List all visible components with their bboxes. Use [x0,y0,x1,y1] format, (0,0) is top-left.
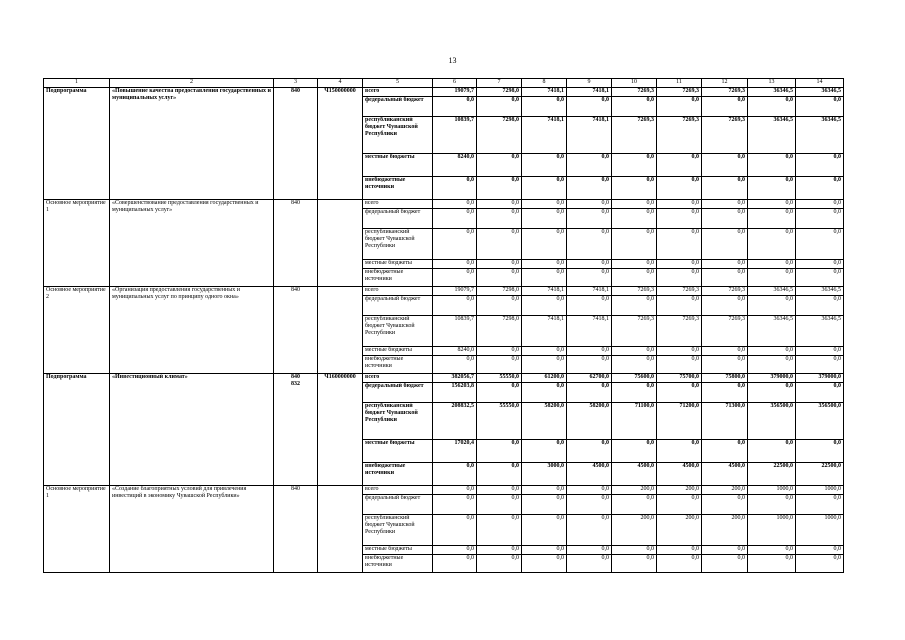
value-cell: 0,0 [657,555,702,573]
value-cell: 0,0 [657,269,702,287]
funding-source-cell: внебюджетные источники [363,463,433,486]
value-cell: 7418,1 [522,316,567,347]
value-cell: 0,0 [657,154,702,177]
value-cell: 4500,0 [567,463,612,486]
funding-source-cell: республиканский бюджет Чувашской Республики [363,403,433,440]
classification-code-cell [318,287,363,374]
value-cell: 0,0 [612,440,657,463]
funding-source-cell: местные бюджеты [363,546,433,555]
value-cell: 0,0 [796,260,844,269]
value-cell: 0,0 [567,356,612,374]
value-cell: 0,0 [748,495,796,515]
value-cell: 0,0 [522,200,567,209]
value-cell: 7298,0 [477,287,522,296]
value-cell: 0,0 [567,555,612,573]
value-cell: 0,0 [796,440,844,463]
value-cell: 36346,5 [748,316,796,347]
funding-source-cell: федеральный бюджет [363,209,433,229]
value-cell: 75800,0 [702,374,748,383]
table-row [44,88,844,97]
value-cell: 356500,0 [796,403,844,440]
funding-source-cell: всего [363,200,433,209]
funding-source-cell: всего [363,88,433,97]
value-cell: 379000,0 [796,374,844,383]
value-cell: 0,0 [522,154,567,177]
funding-source-cell: всего [363,486,433,495]
table-row [44,486,844,495]
value-cell: 0,0 [433,209,477,229]
funding-source-cell: всего [363,374,433,383]
value-cell: 0,0 [748,177,796,200]
value-cell: 0,0 [433,463,477,486]
value-cell: 7418,1 [522,287,567,296]
value-cell: 0,0 [612,546,657,555]
value-cell: 61200,0 [522,374,567,383]
section-title-cell: «Организация предоставления государственных и муниципальных услуг по принципу одного окна» [110,287,274,374]
value-cell: 7298,0 [477,117,522,154]
value-cell: 0,0 [702,356,748,374]
value-cell: 0,0 [567,177,612,200]
value-cell: 0,0 [702,229,748,260]
funding-source-cell: республиканский бюджет Чувашской Республики [363,515,433,546]
value-cell: 0,0 [433,269,477,287]
table-row [44,374,844,383]
value-cell: 75700,0 [657,374,702,383]
table-row [44,200,844,209]
value-cell: 0,0 [748,260,796,269]
value-cell: 71100,0 [612,403,657,440]
value-cell: 0,0 [612,229,657,260]
value-cell: 0,0 [702,200,748,209]
section-label-cell: Основное мероприятие 1 [44,486,110,573]
value-cell: 0,0 [612,209,657,229]
value-cell: 7269,3 [702,316,748,347]
section-title-cell: «Повышение качества предоставления государственных и муниципальных услуг» [110,88,274,200]
value-cell: 22500,0 [796,463,844,486]
value-cell: 0,0 [748,296,796,316]
code-cell: 840 [274,287,318,374]
value-cell: 0,0 [657,177,702,200]
column-number-cell: 6 [433,79,477,88]
funding-source-cell: федеральный бюджет [363,296,433,316]
column-number-row [44,79,844,88]
value-cell: 0,0 [702,260,748,269]
value-cell: 0,0 [702,154,748,177]
column-number-cell: 14 [796,79,844,88]
value-cell: 0,0 [748,229,796,260]
value-cell: 0,0 [477,260,522,269]
value-cell: 0,0 [567,97,612,117]
table-body [44,79,844,573]
funding-source-cell: республиканский бюджет Чувашской Республики [363,229,433,260]
value-cell: 156203,8 [433,383,477,403]
column-number-cell: 13 [748,79,796,88]
value-cell: 0,0 [433,177,477,200]
value-cell: 0,0 [796,546,844,555]
value-cell: 0,0 [612,260,657,269]
classification-code-cell: Ч160000000 [318,374,363,486]
value-cell: 0,0 [702,555,748,573]
value-cell: 200,0 [702,486,748,495]
value-cell: 0,0 [796,356,844,374]
value-cell: 71200,0 [657,403,702,440]
value-cell: 0,0 [522,177,567,200]
value-cell: 7418,1 [522,88,567,97]
column-number-cell: 7 [477,79,522,88]
column-number-cell: 5 [363,79,433,88]
value-cell: 8240,0 [433,154,477,177]
value-cell: 0,0 [477,383,522,403]
value-cell: 0,0 [657,383,702,403]
value-cell: 0,0 [657,229,702,260]
value-cell: 0,0 [612,347,657,356]
value-cell: 0,0 [796,347,844,356]
value-cell: 0,0 [748,154,796,177]
value-cell: 62700,0 [567,374,612,383]
funding-source-cell: местные бюджеты [363,260,433,269]
section-title-cell: «Инвестиционный климат» [110,374,274,486]
column-number-cell: 4 [318,79,363,88]
column-number-cell: 2 [110,79,274,88]
value-cell: 10839,7 [433,316,477,347]
value-cell: 1000,0 [796,515,844,546]
value-cell: 0,0 [657,495,702,515]
value-cell: 208832,5 [433,403,477,440]
value-cell: 3000,0 [522,463,567,486]
value-cell: 0,0 [567,269,612,287]
value-cell: 0,0 [702,383,748,403]
value-cell: 0,0 [567,209,612,229]
value-cell: 0,0 [657,209,702,229]
column-number-cell: 11 [657,79,702,88]
value-cell: 55550,0 [477,374,522,383]
value-cell: 0,0 [748,347,796,356]
value-cell: 7269,3 [612,316,657,347]
value-cell: 0,0 [522,347,567,356]
value-cell: 7269,3 [612,117,657,154]
value-cell: 0,0 [477,546,522,555]
value-cell: 0,0 [748,97,796,117]
section-label-cell: Подпрограмма [44,88,110,200]
value-cell: 0,0 [657,296,702,316]
value-cell: 0,0 [796,97,844,117]
funding-source-cell: внебюджетные источники [363,269,433,287]
value-cell: 0,0 [567,546,612,555]
value-cell: 200,0 [657,515,702,546]
value-cell: 7418,1 [567,117,612,154]
value-cell: 58200,0 [567,403,612,440]
value-cell: 0,0 [612,296,657,316]
value-cell: 0,0 [522,260,567,269]
value-cell: 0,0 [748,555,796,573]
value-cell: 0,0 [748,383,796,403]
value-cell: 0,0 [477,97,522,117]
value-cell: 4500,0 [612,463,657,486]
value-cell: 0,0 [748,546,796,555]
value-cell: 0,0 [522,515,567,546]
value-cell: 17020,4 [433,440,477,463]
value-cell: 0,0 [477,347,522,356]
value-cell: 19079,7 [433,88,477,97]
value-cell: 7298,0 [477,88,522,97]
value-cell: 7269,3 [657,117,702,154]
value-cell: 0,0 [702,269,748,287]
value-cell: 0,0 [477,200,522,209]
value-cell: 0,0 [433,97,477,117]
value-cell: 0,0 [657,356,702,374]
value-cell: 0,0 [612,97,657,117]
value-cell: 0,0 [796,209,844,229]
value-cell: 36346,5 [796,117,844,154]
funding-source-cell: федеральный бюджет [363,495,433,515]
value-cell: 4500,0 [657,463,702,486]
value-cell: 7418,1 [567,88,612,97]
value-cell: 0,0 [567,515,612,546]
column-number-cell: 9 [567,79,612,88]
value-cell: 0,0 [522,209,567,229]
value-cell: 0,0 [522,495,567,515]
value-cell: 0,0 [522,486,567,495]
funding-source-cell: республиканский бюджет Чувашской Республики [363,117,433,154]
section-label-cell: Основное мероприятие 2 [44,287,110,374]
value-cell: 19079,7 [433,287,477,296]
funding-source-cell: федеральный бюджет [363,383,433,403]
value-cell: 0,0 [433,296,477,316]
value-cell: 0,0 [796,495,844,515]
value-cell: 0,0 [567,296,612,316]
value-cell: 0,0 [612,356,657,374]
value-cell: 0,0 [433,229,477,260]
classification-code-cell [318,486,363,573]
budget-table [43,78,844,573]
value-cell: 200,0 [612,486,657,495]
value-cell: 0,0 [477,154,522,177]
value-cell: 36346,5 [796,287,844,296]
value-cell: 75600,0 [612,374,657,383]
value-cell: 0,0 [657,546,702,555]
value-cell: 0,0 [433,555,477,573]
value-cell: 1000,0 [796,486,844,495]
value-cell: 1000,0 [748,515,796,546]
code-cell: 840 [274,200,318,287]
value-cell: 7418,1 [522,117,567,154]
value-cell: 0,0 [612,200,657,209]
value-cell: 4500,0 [702,463,748,486]
value-cell: 0,0 [477,463,522,486]
value-cell: 0,0 [796,177,844,200]
value-cell: 0,0 [433,200,477,209]
value-cell: 0,0 [567,440,612,463]
value-cell: 7298,0 [477,316,522,347]
funding-source-cell: всего [363,287,433,296]
value-cell: 0,0 [796,269,844,287]
value-cell: 0,0 [477,440,522,463]
funding-source-cell: внебюджетные источники [363,555,433,573]
classification-code-cell [318,200,363,287]
value-cell: 36346,5 [748,117,796,154]
value-cell: 0,0 [657,440,702,463]
value-cell: 0,0 [522,296,567,316]
value-cell: 0,0 [477,296,522,316]
value-cell: 0,0 [567,154,612,177]
value-cell: 55550,0 [477,403,522,440]
value-cell: 0,0 [796,229,844,260]
value-cell: 0,0 [477,495,522,515]
value-cell: 0,0 [796,555,844,573]
value-cell: 0,0 [796,383,844,403]
value-cell: 0,0 [433,486,477,495]
value-cell: 0,0 [567,229,612,260]
value-cell: 0,0 [477,486,522,495]
table-row [44,287,844,296]
value-cell: 0,0 [748,209,796,229]
value-cell: 0,0 [702,495,748,515]
value-cell: 7269,3 [657,316,702,347]
value-cell: 71300,0 [702,403,748,440]
value-cell: 0,0 [657,347,702,356]
column-number-cell: 3 [274,79,318,88]
value-cell: 0,0 [702,347,748,356]
code-cell: 840 [274,88,318,200]
funding-source-cell: местные бюджеты [363,347,433,356]
value-cell: 200,0 [702,515,748,546]
value-cell: 0,0 [748,356,796,374]
funding-source-cell: республиканский бюджет Чувашской Республики [363,316,433,347]
funding-source-cell: федеральный бюджет [363,97,433,117]
funding-source-cell: внебюджетные источники [363,356,433,374]
value-cell: 0,0 [612,269,657,287]
value-cell: 0,0 [748,269,796,287]
value-cell: 22500,0 [748,463,796,486]
value-cell: 0,0 [477,356,522,374]
section-label-cell: Подпрограмма [44,374,110,486]
value-cell: 0,0 [612,555,657,573]
value-cell: 382056,7 [433,374,477,383]
value-cell: 7269,3 [702,117,748,154]
value-cell: 0,0 [612,154,657,177]
value-cell: 0,0 [567,347,612,356]
value-cell: 1000,0 [748,486,796,495]
value-cell: 0,0 [522,440,567,463]
column-number-cell: 12 [702,79,748,88]
section-title-cell: «Совершенствование предоставления государственных и муниципальных услуг» [110,200,274,287]
value-cell: 10839,7 [433,117,477,154]
value-cell: 379000,0 [748,374,796,383]
value-cell: 200,0 [657,486,702,495]
value-cell: 0,0 [702,209,748,229]
value-cell: 0,0 [702,440,748,463]
value-cell: 0,0 [567,383,612,403]
value-cell: 0,0 [477,229,522,260]
value-cell: 0,0 [522,97,567,117]
value-cell: 0,0 [522,546,567,555]
value-cell: 36346,5 [796,88,844,97]
classification-code-cell: Ч150000000 [318,88,363,200]
value-cell: 36346,5 [796,316,844,347]
value-cell: 58200,0 [522,403,567,440]
funding-source-cell: местные бюджеты [363,440,433,463]
value-cell: 0,0 [748,440,796,463]
value-cell: 0,0 [567,260,612,269]
value-cell: 8240,0 [433,347,477,356]
value-cell: 0,0 [657,200,702,209]
value-cell: 0,0 [796,296,844,316]
value-cell: 0,0 [567,486,612,495]
value-cell: 0,0 [657,97,702,117]
value-cell: 0,0 [433,495,477,515]
value-cell: 0,0 [702,177,748,200]
value-cell: 0,0 [477,555,522,573]
value-cell: 0,0 [522,383,567,403]
value-cell: 0,0 [748,200,796,209]
value-cell: 0,0 [702,296,748,316]
value-cell: 0,0 [522,229,567,260]
value-cell: 0,0 [477,209,522,229]
value-cell: 7269,3 [657,287,702,296]
value-cell: 7269,3 [612,287,657,296]
value-cell: 0,0 [477,269,522,287]
value-cell: 36346,5 [748,287,796,296]
value-cell: 7269,3 [702,88,748,97]
value-cell: 0,0 [567,200,612,209]
value-cell: 0,0 [522,356,567,374]
page-number: 13 [448,56,457,65]
value-cell: 0,0 [433,260,477,269]
column-number-cell: 8 [522,79,567,88]
value-cell: 0,0 [612,383,657,403]
section-title-cell: «Создание благоприятных условий для привлечения инвестиций в экономику Чувашской Республики» [110,486,274,573]
value-cell: 0,0 [433,546,477,555]
value-cell: 0,0 [796,154,844,177]
value-cell: 0,0 [657,260,702,269]
value-cell: 0,0 [702,546,748,555]
value-cell: 0,0 [477,177,522,200]
value-cell: 36346,5 [748,88,796,97]
value-cell: 0,0 [433,356,477,374]
funding-source-cell: местные бюджеты [363,154,433,177]
code-cell: 840 832 [274,374,318,486]
column-number-cell: 10 [612,79,657,88]
value-cell: 0,0 [433,515,477,546]
value-cell: 356500,0 [748,403,796,440]
column-number-cell: 1 [44,79,110,88]
value-cell: 7418,1 [567,316,612,347]
value-cell: 7269,3 [657,88,702,97]
value-cell: 7269,3 [702,287,748,296]
section-label-cell: Основное мероприятие 1 [44,200,110,287]
value-cell: 0,0 [477,515,522,546]
value-cell: 0,0 [522,555,567,573]
value-cell: 0,0 [612,177,657,200]
value-cell: 0,0 [612,495,657,515]
value-cell: 200,0 [612,515,657,546]
code-cell: 840 [274,486,318,573]
value-cell: 7269,3 [612,88,657,97]
value-cell: 0,0 [522,269,567,287]
value-cell: 0,0 [567,495,612,515]
funding-source-cell: внебюджетные источники [363,177,433,200]
value-cell: 7418,1 [567,287,612,296]
value-cell: 0,0 [702,97,748,117]
value-cell: 0,0 [796,200,844,209]
